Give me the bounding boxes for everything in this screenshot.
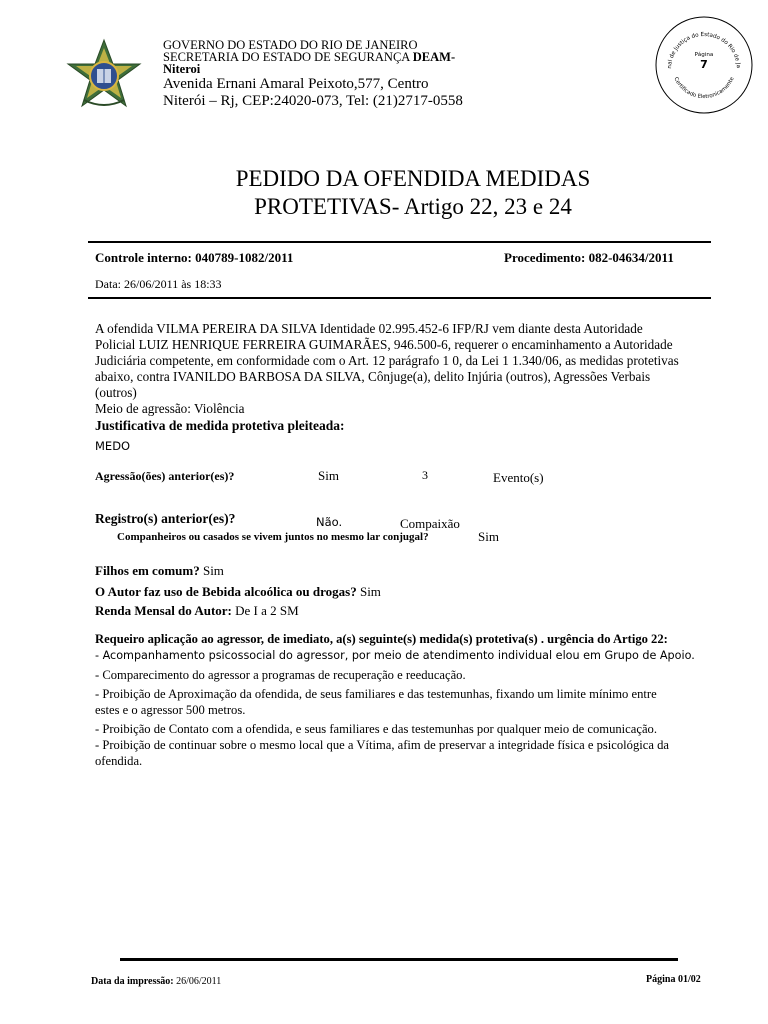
seal-page-number: 7: [700, 58, 708, 71]
document-title: [0, 165, 768, 221]
paragraph-line: Policial LUIZ HENRIQUE FERREIRA GUIMARÃES, 946.500-6, requerer o encaminhamento a Autoridade: [95, 337, 673, 352]
filhos-label: Filhos em comum?: [95, 563, 200, 578]
procedimento: Procedimento: 082-04634/2011: [504, 250, 674, 265]
renda-label: Renda Mensal do Autor:: [95, 603, 232, 618]
info-date: Data: 26/06/2011 às 18:33: [95, 277, 222, 291]
impressao-label: Data da impressão:: [91, 976, 174, 987]
svg-text:Tribunal de Justiça do Estado: [653, 14, 741, 69]
list-item: - Comparecimento do agressor a programas de recuperação e reeducação.: [95, 668, 466, 682]
bebida-label: O Autor faz uso de Bebida alcoólica ou drogas?: [95, 584, 357, 599]
agressoes-answer: Sim: [318, 468, 339, 483]
list-item: - Proibição de continuar sobre o mesmo local que a Vítima, afim de preservar a integridade física e psicológica da: [95, 738, 669, 752]
header-address-1: Avenida Ernani Amaral Peixoto,577, Centro: [163, 76, 429, 92]
seal-ring-text: nal de Justiça do Estado do Rio de Ja: [666, 31, 742, 69]
paragraph-line: A ofendida VILMA PEREIRA DA SILVA Identidade 02.995.452-6 IFP/RJ vem diante desta Autoridade: [95, 321, 643, 336]
companheiros-answer: Sim: [478, 529, 499, 544]
list-item: estes e o agressor 500 metros.: [95, 703, 246, 717]
title-line-1: PEDIDO DA OFENDIDA MEDIDAS: [235, 166, 591, 191]
main-paragraph: [95, 321, 725, 417]
bebida-row: [95, 584, 381, 600]
header-block: [163, 39, 523, 110]
filhos-row: [95, 563, 224, 579]
measures-list: [95, 648, 725, 769]
justificativa-value: MEDO: [95, 439, 131, 453]
header-deam: DEAM-: [412, 50, 456, 64]
renda-answer: De I a 2 SM: [231, 603, 299, 618]
meio-agressao: Meio de agressão: Violência: [95, 401, 245, 416]
list-item: ofendida.: [95, 754, 143, 768]
title-line-2: PROTETIVAS- Artigo 22, 23 e 24: [254, 194, 572, 219]
court-seal-icon: [653, 14, 755, 116]
filhos-answer: Sim: [199, 563, 224, 578]
header-secretaria-text: SECRETARIA DO ESTADO DE SEGURANÇA: [163, 50, 413, 64]
registro-answer: Não.: [316, 515, 343, 529]
header-government: GOVERNO DO ESTADO DO RIO DE JANEIRO: [163, 38, 418, 52]
registro-label: Registro(s) anterior(es)?: [95, 511, 236, 526]
list-item: - Acompanhamento psicossocial do agressor, por meio de atendimento individual elou em Grupo de Apoio.: [95, 649, 695, 662]
controle-interno: Controle interno: 040789-1082/2011: [95, 250, 294, 265]
header-niteroi: Niteroi: [163, 62, 201, 76]
paragraph-line: Judiciária competente, em conformidade com o Art. 12 parágrafo 1 0, da Lei 1 1.340/06, as medidas protetivas: [95, 353, 679, 368]
paragraph-line: (outros): [95, 385, 137, 400]
paragraph-line: abaixo, contra IVANILDO BARBOSA DA SILVA, Cônjuge(a), delito Injúria (outros), Agressões Verbais: [95, 369, 651, 384]
registro-motivo: Compaixão: [400, 516, 460, 531]
list-item: - Proibição de Contato com a ofendida, e seus familiares e das testemunhas por qualquer meio de comunicação.: [95, 722, 657, 736]
info-bottom-rule: [88, 297, 711, 299]
bebida-answer: Sim: [356, 584, 381, 599]
agressoes-label: Agressão(ões) anterior(es)?: [95, 469, 235, 483]
footer-page-number: Página 01/02: [646, 974, 701, 985]
companheiros-label: Companheiros ou casados se vivem juntos no mesmo lar conjugal?: [117, 531, 429, 543]
agressoes-count: 3: [422, 468, 428, 482]
seal-bottom-text: Certificado Eletronicamente: [672, 76, 736, 101]
list-item: - Proibição de Aproximação da ofendida, de seus familiares e das testemunhas, fixando um limite mínimo entre: [95, 687, 657, 701]
footer-impressao: [91, 976, 221, 987]
footer-rule: [120, 958, 678, 961]
seal-page-label: Página: [694, 52, 714, 58]
agressoes-evento: Evento(s): [493, 470, 544, 485]
requeiro-heading: Requeiro aplicação ao agressor, de imediato, a(s) seguinte(s) medida(s) protetiva(s) . urgência do Artigo 22:: [95, 632, 668, 646]
justificativa-label: Justificativa de medida protetiva pleiteada:: [95, 418, 345, 433]
court-seal: [653, 14, 755, 116]
renda-row: [95, 603, 299, 619]
info-top-rule: [88, 241, 711, 243]
header-secretaria: [163, 51, 523, 63]
impressao-value: 26/06/2011: [173, 976, 222, 987]
state-emblem-icon: [62, 38, 146, 110]
svg-text:Certificado Eletronicamente: [672, 76, 735, 100]
header-address-2: Niterói – Rj, CEP:24020-073, Tel: (21)2717-0558: [163, 93, 463, 109]
